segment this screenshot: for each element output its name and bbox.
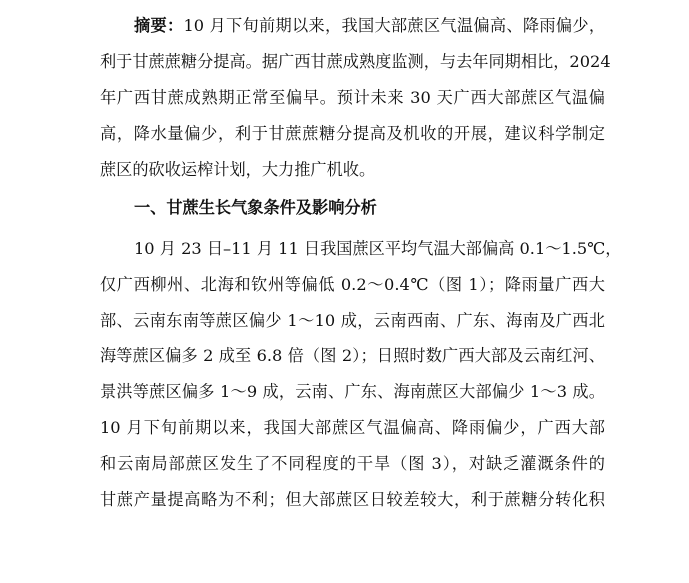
abstract-line-1-text: 10 月下旬前期以来，我国大部蔗区气温偏高、降雨偏少， [183, 16, 606, 35]
abstract-line-1 [134, 16, 605, 36]
section-line-3: 部、云南东南等蔗区偏少 1～10 成，云南西南、广东、海南及广西北 [100, 311, 605, 330]
section-line-2: 仅广西柳州、北海和钦州等偏低 0.2～0.4℃（图 1）；降雨量广西大 [100, 275, 605, 294]
abstract-line-4: 高，降水量偏少，利于甘蔗蔗糖分提高及机收的开展，建议科学制定 [100, 124, 605, 143]
section-line-6: 10 月下旬前期以来，我国大部蔗区气温偏高、降雨偏少，广西大部 [100, 418, 605, 437]
section-line-1: 10 月 23 日–11 月 11 日我国蔗区平均气温大部偏高 0.1～1.5℃， [134, 239, 622, 258]
section-line-7: 和云南局部蔗区发生了不同程度的干旱（图 3），对缺乏灌溉条件的 [100, 454, 605, 473]
section-line-5: 景洪等蔗区偏多 1～9 成，云南、广东、海南蔗区大部偏少 1～3 成。 [100, 382, 605, 401]
section-line-8: 甘蔗产量提高略为不利；但大部蔗区日较差较大，利于蔗糖分转化积 [100, 490, 605, 509]
abstract-line-5: 蔗区的砍收运榨计划，大力推广机收。 [100, 160, 376, 179]
abstract-line-3: 年广西甘蔗成熟期正常至偏早。预计未来 30 天广西大部蔗区气温偏 [100, 88, 605, 107]
abstract-line-2: 利于甘蔗蔗糖分提高。据广西甘蔗成熟度监测，与去年同期相比，2024 [100, 52, 611, 71]
section-heading: 一、甘蔗生长气象条件及影响分析 [134, 198, 377, 217]
abstract-label: 摘要： [134, 16, 184, 35]
section-line-4: 海等蔗区偏多 2 成至 6.8 倍（图 2）；日照时数广西大部及云南红河、 [100, 346, 605, 365]
